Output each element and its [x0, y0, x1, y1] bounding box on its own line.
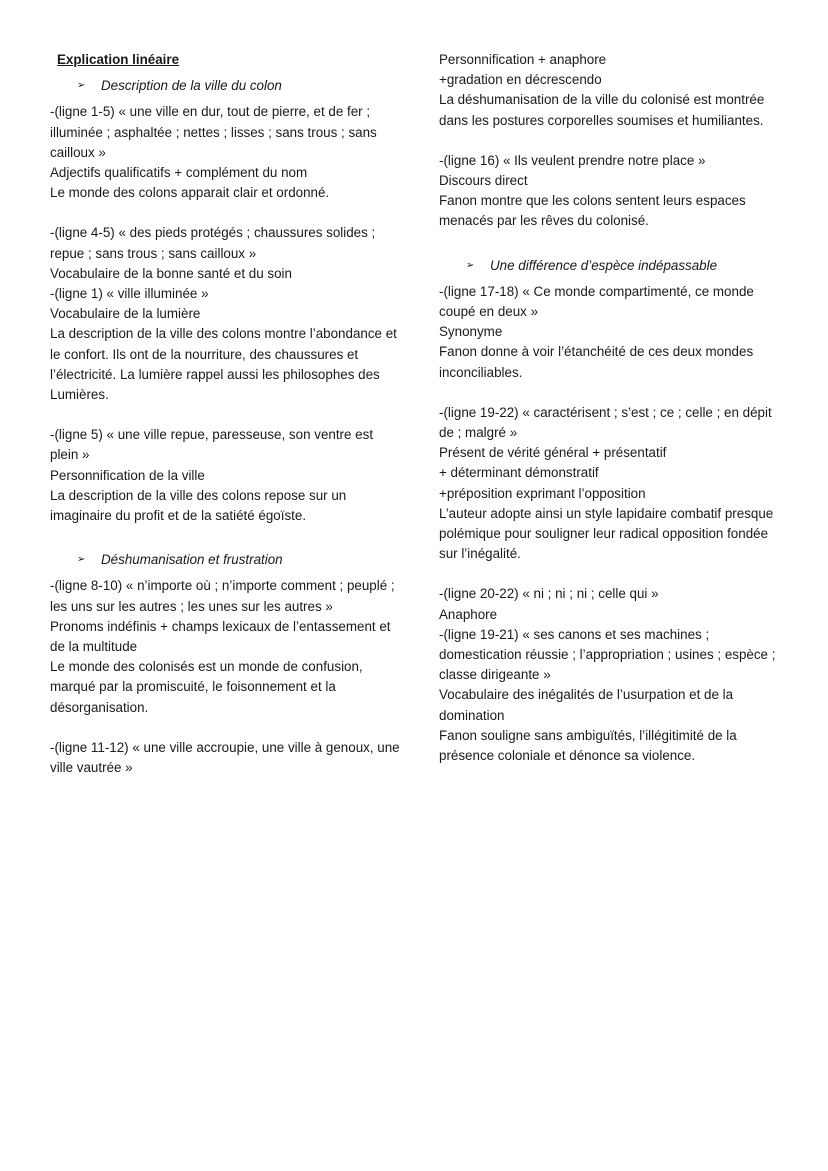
- text-line: +préposition exprimant l’opposition: [439, 485, 646, 501]
- text-line: -(ligne 20-22) « ni ; ni ; ni ; celle qui »: [439, 586, 659, 602]
- section-heading-label: Une différence d’espèce indépassable: [490, 257, 718, 273]
- text-line: Vocabulaire de la bonne santé et du soin: [50, 265, 292, 281]
- section-heading: [77, 550, 402, 570]
- text-line: -(ligne 11-12) « une ville accroupie, une ville à genoux, une ville vautrée »: [50, 739, 400, 776]
- text-line: Adjectifs qualificatifs + complément du nom: [50, 165, 308, 181]
- text-line: La description de la ville des colons repose sur un imaginaire du profit et de la satiété égoïste.: [50, 487, 347, 524]
- text-line: La description de la ville des colons montre l’abondance et le confort. Ils ont de la nourriture, des chaussures et l’électricité. La lumière rappel aussi les philosophes des Lumières.: [50, 326, 397, 403]
- text-line: -(ligne 1) « ville illuminée »: [50, 286, 209, 302]
- text-line: Fanon donne à voir l’étanchéité de ces deux mondes inconciliables.: [439, 344, 754, 380]
- text-line: Présent de vérité général + présentatif: [439, 445, 667, 461]
- text-line: -(ligne 17-18) « Ce monde compartimenté, ce monde coupé en deux »: [439, 283, 754, 320]
- text-line: -(ligne 5) « une ville repue, paresseuse, son ventre est plein »: [50, 427, 374, 463]
- text-line: -(ligne 16) « Ils veulent prendre notre place »: [439, 152, 706, 168]
- text-line: +gradation en décrescendo: [439, 72, 602, 88]
- paragraph-block: [50, 738, 402, 778]
- text-line: -(ligne 1-5) « une ville en dur, tout de pierre, et de fer ; illuminée ; asphaltée ; nettes ; lisses ; sans trous ; sans cailloux »: [50, 104, 377, 160]
- text-line: Le monde des colons apparait clair et ordonné.: [50, 185, 330, 201]
- text-line: La déshumanisation de la ville du colonisé est montrée dans les postures corporelles soumises et humiliantes.: [439, 92, 765, 128]
- text-line: -(ligne 19-21) « ses canons et ses machines ; domestication réussie ; l’appropriation ; usines ; espèce ; classe dirigeante »: [439, 626, 776, 683]
- text-line: Personnification de la ville: [50, 467, 205, 483]
- paragraph-block: [50, 223, 402, 405]
- document-title: Explication linéaire: [57, 52, 180, 67]
- arrow-bullet-icon: ➢: [77, 554, 86, 566]
- arrow-bullet-icon: ➢: [466, 259, 475, 271]
- text-line: Fanon souligne sans ambiguïtés, l’illégitimité de la présence coloniale et dénonce sa violence.: [439, 727, 737, 764]
- text-line: Synonyme: [439, 324, 503, 340]
- paragraph-block: [439, 282, 779, 383]
- text-line: -(ligne 19-22) « caractérisent ; s’est ; ce ; celle ; en dépit de ; malgré »: [439, 404, 772, 441]
- section-heading: [77, 76, 402, 96]
- text-line: Anaphore: [439, 606, 498, 622]
- paragraph-block: [439, 151, 779, 232]
- arrow-bullet-icon: ➢: [77, 80, 86, 92]
- text-line: -(ligne 4-5) « des pieds protégés ; chaussures solides ; repue ; sans trous ; sans cailloux »: [50, 225, 376, 261]
- text-line: Pronoms indéfinis + champs lexicaux de l’entassement et de la multitude: [50, 618, 391, 655]
- text-line: Discours direct: [439, 173, 528, 189]
- text-line: Le monde des colonisés est un monde de confusion, marqué par la promiscuité, le foisonnement et la désorganisation.: [50, 659, 363, 715]
- left-column: [50, 50, 402, 798]
- text-line: + déterminant démonstratif: [439, 465, 599, 481]
- paragraph-block: [439, 403, 779, 565]
- text-line: Vocabulaire des inégalités de l’usurpation et de la domination: [439, 687, 734, 723]
- paragraph-block: [439, 50, 779, 131]
- section-heading-label: Déshumanisation et frustration: [101, 552, 283, 568]
- text-line: Vocabulaire de la lumière: [50, 306, 201, 322]
- section-heading: [466, 256, 779, 276]
- right-column: [439, 50, 779, 786]
- text-line: Personnification + anaphore: [439, 52, 607, 67]
- paragraph-block: [50, 576, 402, 717]
- text-line: -(ligne 8-10) « n’importe où ; n’importe comment ; peuplé ; les uns sur les autres ; les unes sur les autres »: [50, 578, 395, 614]
- text-line: L’auteur adopte ainsi un style lapidaire combatif presque polémique pour souligner leur radical opposition fondée sur l’inégalité.: [439, 505, 774, 562]
- paragraph-block: [50, 102, 402, 203]
- paragraph-block: [50, 425, 402, 526]
- paragraph-block: [439, 584, 779, 766]
- text-line: Fanon montre que les colons sentent leurs espaces menacés par les rêves du colonisé.: [439, 193, 746, 229]
- section-heading-label: Description de la ville du colon: [101, 78, 282, 94]
